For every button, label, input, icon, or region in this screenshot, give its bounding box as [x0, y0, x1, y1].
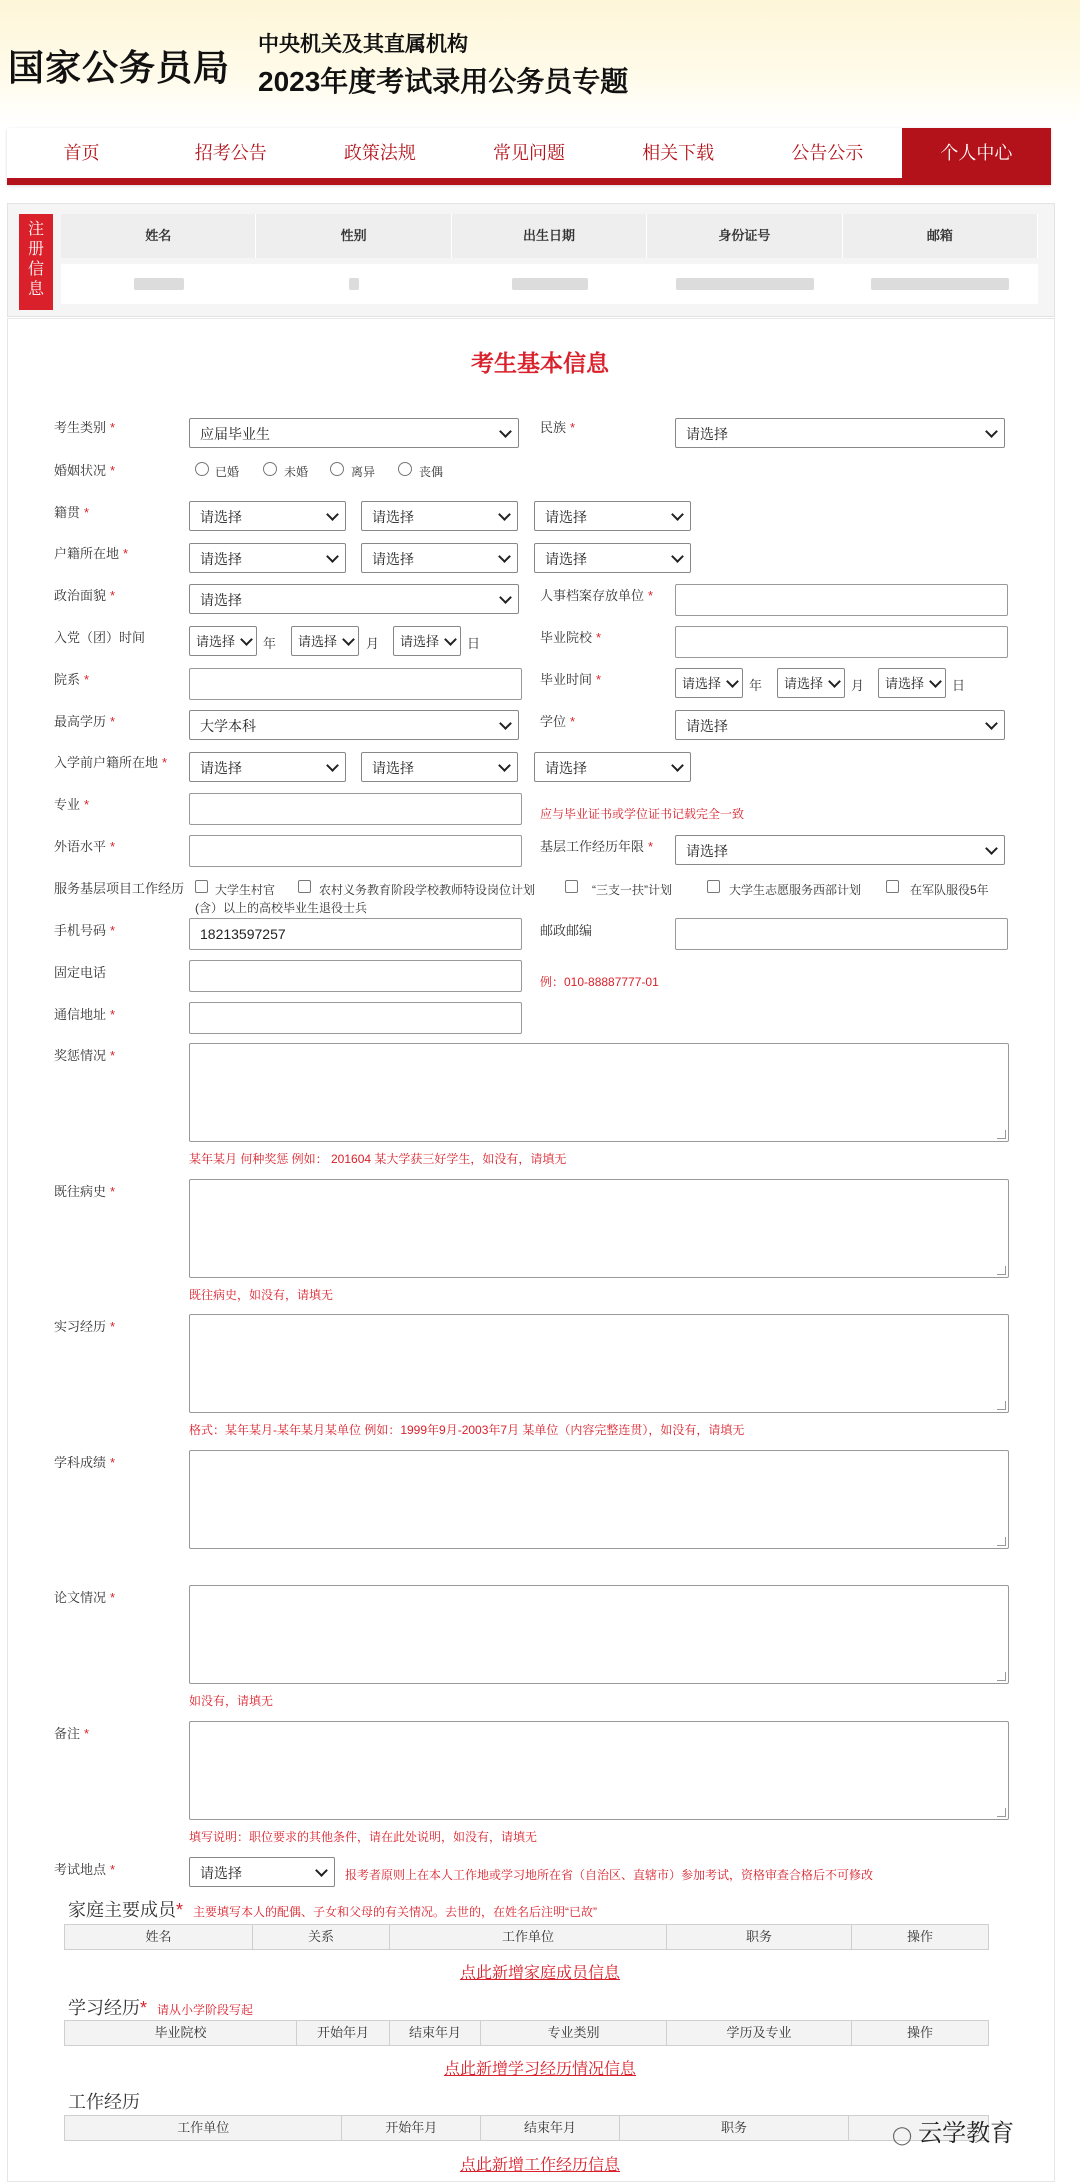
resize-handle — [997, 1130, 1006, 1139]
department-input[interactable] — [189, 668, 522, 700]
redacted-birthdate — [512, 278, 588, 290]
label-major: 专业 * — [54, 797, 90, 812]
unit-day: 日 — [952, 678, 966, 693]
native-county-select[interactable]: 请选择 — [534, 501, 691, 531]
grades-textarea[interactable] — [189, 1450, 1009, 1549]
th-end: 结束年月 — [390, 2021, 481, 2045]
history-hint: 既往病史，如没有，请填无 — [189, 1288, 334, 1302]
label-remarks: 备注 * — [54, 1726, 90, 1741]
postcode-input[interactable] — [675, 918, 1008, 950]
checkbox-label: 在军队服役5年 — [910, 883, 989, 897]
chevron-down-icon — [342, 633, 355, 646]
form-title: 考生基本信息 — [471, 350, 609, 376]
add-study-link[interactable]: 点此新增学习经历情况信息 — [443, 2061, 636, 2078]
unit-year: 年 — [263, 636, 277, 651]
chevron-down-icon — [499, 425, 512, 438]
label-awards: 奖惩情况 * — [54, 1048, 116, 1063]
chevron-down-icon — [498, 550, 511, 563]
th-start: 开始年月 — [342, 2116, 481, 2140]
add-work-link[interactable]: 点此新增工作经历信息 — [459, 2157, 620, 2174]
radio-widowed[interactable] — [398, 462, 412, 476]
checkbox-rural-teacher[interactable] — [298, 880, 311, 893]
label-internship: 实习经历 * — [54, 1319, 116, 1334]
nav-downloads[interactable]: 相关下载 — [642, 143, 715, 163]
chevron-down-icon — [499, 717, 512, 730]
checkbox-label-continued: (含）以上的高校毕业生退役士兵 — [195, 901, 367, 915]
th-position: 职务 — [667, 1925, 852, 1949]
registration-info — [7, 203, 1055, 317]
tag-char: 信 — [27, 261, 44, 278]
label-exam-location: 考试地点 * — [54, 1862, 116, 1877]
radio-label: 离异 — [351, 465, 376, 479]
pre-household-county-select[interactable]: 请选择 — [534, 752, 691, 782]
internship-textarea[interactable] — [189, 1314, 1009, 1413]
label-language: 外语水平 * — [54, 839, 116, 854]
ethnicity-select[interactable]: 请选择 — [675, 418, 1005, 448]
th-end: 结束年月 — [481, 2116, 620, 2140]
registration-tag — [19, 214, 53, 310]
awards-hint: 某年某月 何种奖惩 例如： 201604 某大学获三好学生，如没有，请填无 — [189, 1152, 567, 1166]
mobile-input[interactable]: 18213597257 — [189, 918, 522, 950]
chevron-down-icon — [498, 759, 511, 772]
degree-select[interactable]: 请选择 — [675, 710, 1005, 740]
header-title: 2023年度考试录用公务员专题 — [258, 66, 629, 97]
label-native-place: 籍贯 * — [54, 505, 90, 520]
party-year-select[interactable]: 请选择 — [189, 626, 257, 656]
tag-char: 册 — [27, 241, 44, 258]
redacted-gender — [349, 278, 359, 290]
chevron-down-icon — [985, 425, 998, 438]
exam-location-select[interactable]: 请选择 — [189, 1857, 335, 1887]
label-history: 既往病史 * — [54, 1184, 116, 1199]
work-section-title: 工作经历 — [68, 2092, 140, 2112]
chevron-down-icon — [326, 508, 339, 521]
language-input[interactable] — [189, 835, 522, 867]
papers-textarea[interactable] — [189, 1585, 1009, 1684]
checkbox-three-supports[interactable] — [565, 880, 578, 893]
major-hint: 应与毕业证书或学位证书记载完全一致 — [540, 807, 745, 821]
history-textarea[interactable] — [189, 1179, 1009, 1278]
checkbox-label: 农村义务教育阶段学校教师特设岗位计划 — [319, 883, 536, 897]
label-marital: 婚姻状况 * — [54, 463, 116, 478]
radio-married[interactable] — [195, 462, 209, 476]
checkbox-label: 大学生志愿服务西部计划 — [729, 883, 862, 897]
grad-year-select[interactable]: 请选择 — [675, 668, 743, 698]
candidate-type-select[interactable]: 应届毕业生 — [189, 418, 519, 448]
chevron-down-icon — [315, 1864, 328, 1877]
study-section-title: 学习经历* 请从小学阶段写起 — [68, 1998, 254, 2018]
papers-hint: 如没有，请填无 — [189, 1694, 274, 1708]
label-grad-school: 毕业院校 * — [540, 630, 602, 645]
nav-personal-center[interactable]: 个人中心 — [902, 128, 1051, 178]
th-employer: 工作单位 — [65, 2116, 342, 2140]
address-input[interactable] — [189, 1002, 522, 1034]
awards-textarea[interactable] — [189, 1043, 1009, 1142]
th-major-category: 专业类别 — [481, 2021, 667, 2045]
label-service-project: 服务基层项目工作经历 — [54, 881, 185, 896]
remarks-textarea[interactable] — [189, 1721, 1009, 1820]
col-name: 姓名 — [61, 214, 256, 258]
th-start: 开始年月 — [297, 2021, 390, 2045]
unit-day: 日 — [467, 636, 481, 651]
label-pre-household: 入学前户籍所在地 * — [54, 755, 168, 770]
label-household: 户籍所在地 * — [54, 546, 129, 561]
site-logo[interactable]: 国家公务员局 — [8, 47, 231, 88]
label-grades: 学科成绩 * — [54, 1455, 116, 1470]
label-address: 通信地址 * — [54, 1007, 116, 1022]
education-select[interactable]: 大学本科 — [189, 710, 519, 740]
checkbox-label: 大学生村官 — [215, 883, 276, 897]
nav-faq[interactable]: 常见问题 — [492, 143, 565, 163]
nav-home[interactable]: 首页 — [63, 143, 100, 163]
checkbox-military-service[interactable] — [886, 880, 899, 893]
archive-input[interactable] — [675, 584, 1008, 616]
resize-handle — [997, 1401, 1006, 1410]
radio-label: 丧偶 — [419, 465, 444, 479]
work-table-header — [64, 2115, 989, 2141]
label-party-time: 入党（团）时间 — [54, 630, 146, 645]
label-degree: 学位 * — [540, 714, 576, 729]
radio-single[interactable] — [263, 462, 277, 476]
remarks-hint: 填写说明：职位要求的其他条件，请在此处说明，如没有，请填无 — [189, 1830, 538, 1844]
label-grad-time: 毕业时间 * — [540, 672, 602, 687]
resize-handle — [997, 1537, 1006, 1546]
chevron-down-icon — [671, 508, 684, 521]
unit-month: 月 — [366, 636, 380, 651]
phone-hint: 例：010-88887777-01 — [540, 975, 659, 989]
label-ethnicity: 民族 * — [540, 420, 576, 435]
family-table-header — [64, 1924, 989, 1950]
household-province-select[interactable]: 请选择 — [189, 543, 346, 573]
radio-label: 未婚 — [284, 465, 309, 479]
chevron-down-icon — [326, 550, 339, 563]
checkbox-label: “三支一扶”计划 — [592, 883, 672, 897]
label-phone: 固定电话 — [54, 965, 107, 980]
th-school: 毕业院校 — [65, 2021, 297, 2045]
chevron-down-icon — [985, 842, 998, 855]
chevron-down-icon — [326, 759, 339, 772]
party-month-select[interactable]: 请选择 — [291, 626, 359, 656]
label-education: 最高学历 * — [54, 714, 116, 729]
chevron-down-icon — [828, 675, 841, 688]
chevron-down-icon — [929, 675, 942, 688]
party-day-select[interactable]: 请选择 — [393, 626, 461, 656]
chevron-down-icon — [985, 717, 998, 730]
th-employer: 工作单位 — [390, 1925, 667, 1949]
header-subtitle: 中央机关及其直属机构 — [258, 33, 468, 56]
registration-header — [61, 214, 1038, 258]
exam-location-hint: 报考者原则上在本人工作地或学习地所在省（自治区、直辖市）参加考试，资格审查合格后不可修改 — [345, 1868, 874, 1882]
th-degree-major: 学历及专业 — [667, 2021, 852, 2045]
grassroots-years-select[interactable]: 请选择 — [675, 835, 1005, 865]
phone-input[interactable] — [189, 960, 522, 992]
household-county-select[interactable]: 请选择 — [534, 543, 691, 573]
native-province-select[interactable]: 请选择 — [189, 501, 346, 531]
grad-day-select[interactable]: 请选择 — [878, 668, 946, 698]
resize-handle — [997, 1266, 1006, 1275]
tag-char: 息 — [27, 281, 44, 298]
household-city-select[interactable]: 请选择 — [361, 543, 518, 573]
grad-month-select[interactable]: 请选择 — [777, 668, 845, 698]
native-city-select[interactable]: 请选择 — [361, 501, 518, 531]
label-archive: 人事档案存放单位 * — [540, 588, 654, 603]
main-nav — [7, 128, 1051, 185]
resize-handle — [997, 1672, 1006, 1681]
family-section-title: 家庭主要成员* 主要填写本人的配偶、子女和父母的有关情况。去世的，在姓名后注明“已故” — [68, 1900, 598, 1920]
redacted-id-number — [676, 278, 814, 290]
label-postcode: 邮政邮编 — [540, 923, 593, 938]
th-relation: 关系 — [253, 1925, 390, 1949]
major-input[interactable] — [189, 793, 522, 825]
redacted-email — [871, 278, 1009, 290]
radio-label: 已婚 — [215, 465, 240, 479]
label-papers: 论文情况 * — [54, 1590, 116, 1605]
checkbox-village-official[interactable] — [195, 880, 208, 893]
wechat-icon: ◯ — [892, 2125, 913, 2145]
redacted-name — [134, 278, 184, 290]
chevron-down-icon — [671, 759, 684, 772]
label-candidate-type: 考生类别 * — [54, 420, 116, 435]
chevron-down-icon — [499, 591, 512, 604]
checkbox-west-volunteer[interactable] — [707, 880, 720, 893]
add-family-member-link[interactable]: 点此新增家庭成员信息 — [459, 1965, 620, 1982]
pre-household-province-select[interactable]: 请选择 — [189, 752, 346, 782]
col-birthdate: 出生日期 — [452, 214, 647, 258]
label-department: 院系 * — [54, 672, 90, 687]
site-header — [0, 0, 1080, 125]
registration-values — [61, 264, 1038, 304]
radio-divorced[interactable] — [330, 462, 344, 476]
unit-year: 年 — [749, 678, 763, 693]
chevron-down-icon — [498, 508, 511, 521]
label-grassroots-years: 基层工作经历年限 * — [540, 839, 654, 854]
grad-school-input[interactable] — [675, 626, 1008, 658]
nav-policy[interactable]: 政策法规 — [343, 143, 416, 163]
chevron-down-icon — [240, 633, 253, 646]
tag-char: 注 — [27, 221, 44, 238]
nav-recruit-notice[interactable]: 招考公告 — [194, 143, 267, 163]
label-mobile: 手机号码 * — [54, 923, 116, 938]
watermark: ◯ 云学教育 — [892, 2120, 1015, 2147]
pre-household-city-select[interactable]: 请选择 — [361, 752, 518, 782]
unit-month: 月 — [851, 678, 865, 693]
political-select[interactable]: 请选择 — [189, 584, 519, 614]
chevron-down-icon — [671, 550, 684, 563]
col-id-number: 身份证号 — [647, 214, 842, 258]
col-gender: 性别 — [256, 214, 451, 258]
chevron-down-icon — [726, 675, 739, 688]
th-position: 职务 — [620, 2116, 850, 2140]
resize-handle — [997, 1808, 1006, 1817]
label-political: 政治面貌 * — [54, 588, 116, 603]
th-action: 操作 — [906, 2025, 933, 2040]
internship-hint: 格式：某年某月-某年某月某单位 例如：1999年9月-2003年7月 某单位（内容完整连贯），如没有，请填无 — [189, 1423, 745, 1437]
th-action: 操作 — [906, 1929, 933, 1944]
chevron-down-icon — [444, 633, 457, 646]
th-name: 姓名 — [65, 1925, 253, 1949]
study-table-header — [64, 2020, 989, 2046]
nav-announcements[interactable]: 公告公示 — [791, 143, 864, 163]
col-email: 邮箱 — [843, 214, 1038, 258]
